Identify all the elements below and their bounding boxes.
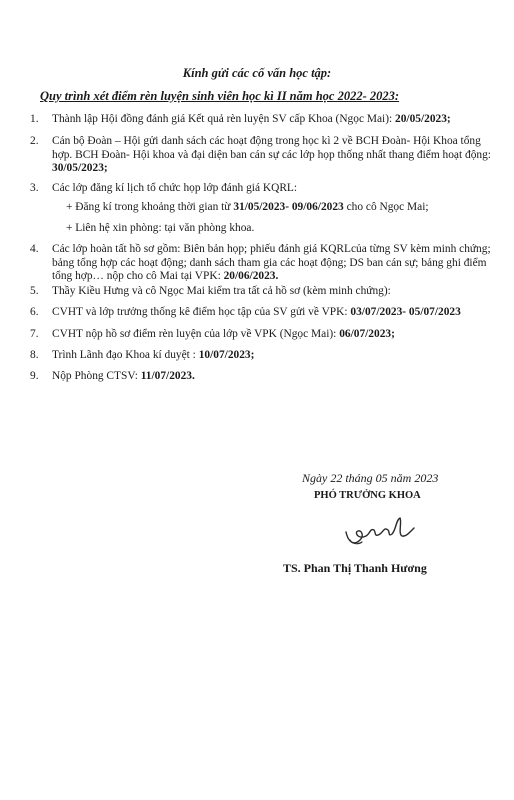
item-number: 4. (30, 243, 39, 255)
item-text: CVHT nộp hồ sơ điểm rèn luyện của lớp về VPK (Ngọc Mai): 06/07/2023; (52, 328, 395, 340)
item-deadline: 20/06/2023. (223, 270, 279, 282)
greeting: Kính gửi các cố vấn học tập: (182, 66, 332, 80)
signer-name: TS. Phan Thị Thanh Hương (283, 561, 427, 575)
item-deadline: 03/07/2023- 05/07/2023 (350, 306, 461, 318)
item-text: Cán bộ Đoàn – Hội gửi danh sách các hoạt động trong học kì 2 về BCH Đoàn- Hội Khoa tổng hợp. BCH Đoàn- Hội khoa và đại diện ban cán sự các lớp họp thống nhất thang điểm hoạt động: 30/05/2023; (52, 135, 491, 174)
item-number: 5. (30, 285, 39, 297)
item-deadline: 10/07/2023; (198, 349, 255, 361)
document-title: Quy trình xét điểm rèn luyện sinh viên học kì II năm học 2022- 2023: (40, 89, 400, 103)
item-number: 1. (30, 113, 39, 125)
signature (340, 512, 420, 552)
item-deadline: 30/05/2023; (52, 162, 108, 174)
sub-item: + Đăng kí trong khoảng thời gian từ 31/05/2023- 09/06/2023 cho cô Ngọc Mai; (66, 201, 429, 213)
item-number: 8. (30, 349, 39, 361)
item-text: CVHT và lớp trưởng thống kê điểm học tập của SV gửi về VPK: 03/07/2023- 05/07/2023 (52, 306, 461, 318)
sub-item-deadline: 31/05/2023- 09/06/2023 (233, 201, 344, 213)
item-text: Thành lập Hội đồng đánh giá Kết quả rèn luyện SV cấp Khoa (Ngọc Mai): 20/05/2023; (52, 113, 451, 125)
item-number: 3. (30, 182, 39, 194)
signer-role: PHÓ TRƯỞNG KHOA (314, 490, 421, 501)
item-number: 9. (30, 370, 39, 382)
item-deadline: 06/07/2023; (339, 328, 395, 340)
signing-date: Ngày 22 tháng 05 năm 2023 (302, 471, 439, 485)
item-number: 6. (30, 306, 39, 318)
item-text: Nộp Phòng CTSV: 11/07/2023. (52, 370, 195, 382)
item-text: Các lớp đăng kí lịch tổ chức họp lớp đánh giá KQRL: (52, 182, 298, 194)
item-number: 7. (30, 328, 39, 340)
sub-item: + Liên hệ xin phòng: tại văn phòng khoa. (66, 222, 255, 234)
item-number: 2. (30, 135, 39, 147)
item-text: Các lớp hoàn tất hồ sơ gồm: Biên bản họp; phiếu đánh giá KQRLcủa từng SV kèm minh chứng; bảng tổng hợp các hoạt động; danh sách tham gia các hoạt động; DS ban cán sự; bảng ghi điểm tổng hợp… nộp cho cô Mai tại VPK: 20/06/2023. (52, 243, 491, 282)
item-text: Thầy Kiều Hưng và cô Ngọc Mai kiểm tra tất cả hồ sơ (kèm minh chứng): (52, 285, 391, 297)
item-deadline: 11/07/2023. (140, 370, 195, 382)
item-text: Trình Lãnh đạo Khoa kí duyệt : 10/07/2023; (52, 349, 255, 361)
item-deadline: 20/05/2023; (395, 113, 451, 125)
